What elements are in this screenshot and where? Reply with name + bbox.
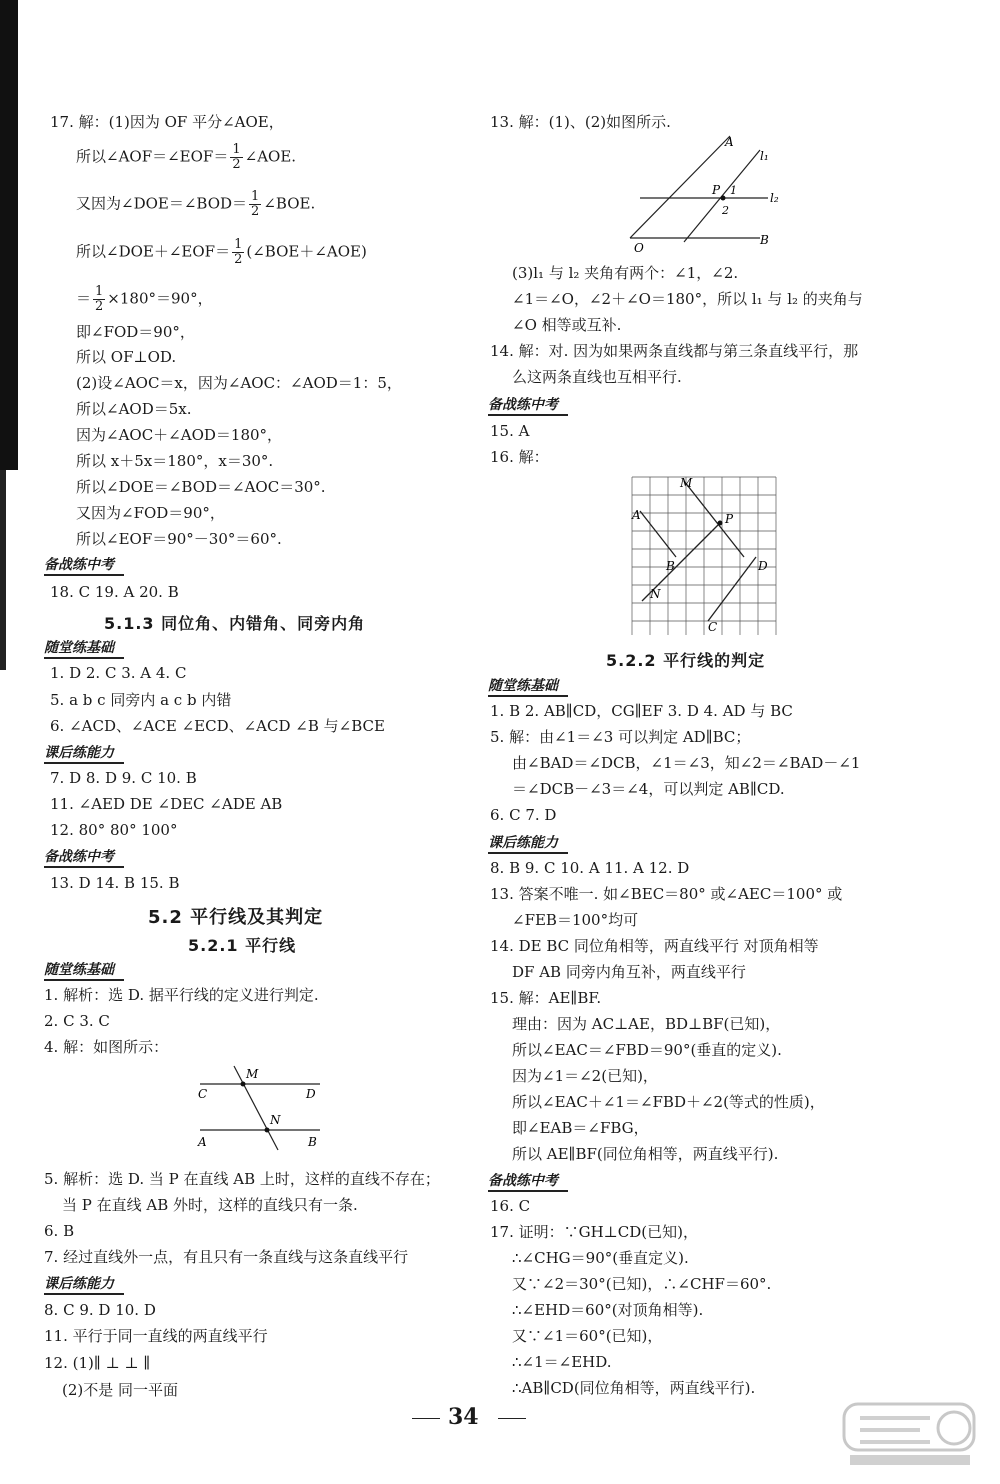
answer-line: 8. C 9. D 10. D [44, 1301, 156, 1319]
section-title: 5.2 平行线及其判定 [148, 907, 324, 928]
page-number-dash [498, 1418, 526, 1419]
section-label: 课后练能力 [44, 1275, 124, 1295]
answer-line: 因为∠1＝∠2(已知)， [512, 1067, 658, 1085]
text: (∠BOE＋∠AOE) [246, 242, 367, 261]
answer-line: 15. 解：AE∥BF. [490, 989, 602, 1007]
answer-line [76, 238, 367, 267]
fraction [93, 285, 105, 314]
fraction [249, 190, 261, 219]
angle-label: 2 [722, 204, 729, 217]
denominator: 2 [95, 299, 104, 314]
point-label: A [198, 1135, 207, 1149]
section-label: 随堂练基础 [44, 961, 124, 981]
angle-l1-l2-figure [610, 132, 790, 254]
denominator: 2 [234, 252, 243, 267]
text: 又因为∠DOE＝∠BOD＝ [76, 194, 248, 213]
answer-line: 12. (1)∥ ⊥ ⊥ ∥ [44, 1354, 151, 1372]
section-label: 课后练能力 [488, 834, 568, 854]
angle-label: 1 [730, 184, 737, 197]
section-label: 备战练中考 [44, 556, 124, 576]
answer-line: 所以∠DOE＝∠BOD＝∠AOC＝30°. [76, 478, 326, 496]
answer-line: 5. 解析：选 D. 当 P 在直线 AB 上时，这样的直线不存在； [44, 1170, 440, 1188]
numerator: 1 [95, 284, 104, 299]
section-label: 随堂练基础 [44, 639, 124, 659]
point-label: A [725, 135, 734, 149]
section-label: 随堂练基础 [488, 677, 568, 697]
point-label: D [758, 559, 768, 573]
answer-line: 6. C 7. D [490, 806, 557, 824]
section-label: 备战练中考 [44, 848, 124, 868]
answer-line: 当 P 在直线 AB 外时，这样的直线只有一条. [62, 1196, 358, 1214]
answer-line: 11. ∠AED DE ∠DEC ∠ADE AB [50, 795, 283, 813]
denominator: 2 [232, 157, 241, 172]
answer-line: 由∠BAD＝∠DCB，∠1＝∠3，知∠2＝∠BAD－∠1 [512, 754, 861, 772]
point-label: A [632, 508, 641, 522]
answer-line: 6. ∠ACD、∠ACE ∠ECD、∠ACD ∠B 与∠BCE [50, 717, 385, 735]
answer-line: 所以∠EOF＝90°－30°＝60°. [76, 530, 282, 548]
numerator: 1 [232, 142, 241, 157]
answer-line: 1. D 2. C 3. A 4. C [50, 664, 187, 682]
answer-line: ∴∠CHG＝90°(垂直定义). [512, 1249, 689, 1267]
point-label: N [650, 587, 661, 601]
answer-line: ∠O 相等或互补. [512, 316, 622, 334]
answer-line: 即∠FOD＝90°， [76, 323, 195, 341]
subsection-title: 5.2.2 平行线的判定 [606, 651, 766, 670]
answer-line: ∠FEB＝100°均可 [512, 911, 639, 929]
text: ＝ [76, 289, 92, 308]
point-label: O [634, 241, 644, 254]
answer-line: 8. B 9. C 10. A 11. A 12. D [490, 859, 690, 877]
fraction [232, 238, 244, 267]
section-label: 课后练能力 [44, 744, 124, 764]
section-label: 备战练中考 [488, 396, 568, 416]
watermark-logo [836, 1398, 986, 1478]
answer-line: 16. 解： [490, 448, 549, 466]
point-label: D [306, 1087, 316, 1101]
text: 所以∠AOF＝∠EOF＝ [76, 147, 229, 166]
answer-line: ＝∠DCB－∠3＝∠4，可以判定 AB∥CD. [512, 780, 785, 798]
answer-line: ∴AB∥CD(同位角相等，两直线平行). [512, 1379, 756, 1397]
answer-line: 7. 经过直线外一点，有且只有一条直线与这条直线平行 [44, 1248, 409, 1266]
answer-line: ∴∠EHD＝60°(对顶角相等). [512, 1301, 704, 1319]
answer-line: (2)设∠AOC＝x，因为∠AOC：∠AOD＝1：5， [76, 374, 402, 392]
answer-line [76, 285, 213, 314]
answer-line: 13. D 14. B 15. B [50, 874, 180, 892]
answer-line: 16. C [490, 1197, 531, 1215]
answer-line: 所以 AE∥BF(同位角相等，两直线平行). [512, 1145, 779, 1163]
answer-line: 14. DE BC 同位角相等，两直线平行 对顶角相等 [490, 937, 819, 955]
answer-line: 6. B [44, 1222, 75, 1240]
point-label: P [712, 183, 721, 197]
answer-line: 又因为∠FOD＝90°， [76, 504, 225, 522]
answer-line: 1. 解析：选 D. 据平行线的定义进行判定. [44, 986, 319, 1004]
text: ∠AOE. [244, 147, 297, 166]
answer-line: 15. A [490, 422, 530, 440]
text: ×180°＝90°， [107, 289, 213, 308]
answer-line: 5. 解：由∠1＝∠3 可以判定 AD∥BC； [490, 728, 751, 746]
line-label: l₁ [760, 149, 769, 163]
numerator: 1 [234, 237, 243, 252]
line-label: l₂ [770, 191, 779, 205]
grid-figure [628, 475, 784, 635]
answer-line: 么这两条直线也互相平行. [512, 368, 682, 386]
answer-line: (2)不是 同一平面 [62, 1381, 179, 1399]
answer-line: 因为∠AOC＋∠AOD＝180°， [76, 426, 283, 444]
point-label: C [708, 620, 718, 634]
point-label: B [666, 559, 675, 573]
point-label: C [198, 1087, 208, 1101]
answer-line: 13. 解：(1)、(2)如图所示. [490, 113, 671, 131]
answer-line: 所以 OF⊥OD. [76, 348, 177, 366]
section-label: 备战练中考 [488, 1172, 568, 1192]
numerator: 1 [251, 189, 260, 204]
answer-line: 5. a b c 同旁内 a c b 内错 [50, 691, 232, 709]
point-label: B [760, 233, 769, 247]
answer-line: ∴∠1＝∠EHD. [512, 1353, 612, 1371]
answer-line: 13. 答案不唯一. 如∠BEC＝80° 或∠AEC＝100° 或 [490, 885, 843, 903]
answer-line: 12. 80° 80° 100° [50, 821, 178, 839]
answer-line: 所以∠EAC＋∠1＝∠FBD＋∠2(等式的性质)， [512, 1093, 825, 1111]
fraction [230, 143, 242, 172]
answer-line: 即∠EAB＝∠FBG， [512, 1119, 649, 1137]
answer-line: 又∵∠2＝30°(已知)，∴∠CHF＝60°. [512, 1275, 772, 1293]
answer-line [76, 190, 315, 219]
answer-line: 1. B 2. AB∥CD，CG∥EF 3. D 4. AD 与 BC [490, 702, 793, 720]
answer-line: 所以∠EAC＝∠FBD＝90°(垂直的定义). [512, 1041, 782, 1059]
answer-line: (3)l₁ 与 l₂ 夹角有两个：∠1，∠2. [512, 264, 739, 282]
answer-line: 又∵∠1＝60°(已知)， [512, 1327, 663, 1345]
answer-line: 14. 解：对. 因为如果两条直线都与第三条直线平行，那 [490, 342, 859, 360]
point-label: M [680, 476, 693, 490]
answer-line: 2. C 3. C [44, 1012, 110, 1030]
grid-lines [632, 477, 776, 635]
point-label: N [270, 1113, 281, 1127]
point-label: B [308, 1135, 317, 1149]
text: 所以∠DOE＋∠EOF＝ [76, 242, 231, 261]
parallel-lines-mn-figure [190, 1062, 330, 1157]
answer-line: 4. 解：如图所示： [44, 1038, 169, 1056]
point-label: M [246, 1067, 259, 1081]
subsection-title: 5.2.1 平行线 [188, 936, 297, 955]
answer-line: ∠1＝∠O，∠2＋∠O＝180°，所以 l₁ 与 l₂ 的夹角与 [512, 290, 863, 308]
answer-line: 18. C 19. A 20. B [50, 583, 179, 601]
page-number-dash [412, 1418, 440, 1419]
answer-line: 17. 解：(1)因为 OF 平分∠AOE， [50, 113, 284, 131]
denominator: 2 [251, 204, 260, 219]
scan-shadow-edge [0, 470, 6, 670]
point-label: P [725, 512, 734, 526]
page-number: 34 [448, 1404, 479, 1430]
answer-line: 理由：因为 AC⊥AE，BD⊥BF(已知)， [512, 1015, 781, 1033]
scan-shadow-edge [0, 0, 18, 470]
answer-line: 所以 x＋5x＝180°，x＝30°. [76, 452, 274, 470]
answer-line: 7. D 8. D 9. C 10. B [50, 769, 197, 787]
answer-line: 所以∠AOD＝5x. [76, 400, 192, 418]
answer-line: 11. 平行于同一直线的两直线平行 [44, 1327, 268, 1345]
answer-line [76, 143, 296, 172]
subsection-title: 5.1.3 同位角、内错角、同旁内角 [104, 614, 366, 633]
answer-line: DF AB 同旁内角互补，两直线平行 [512, 963, 746, 981]
text: ∠BOE. [263, 194, 316, 213]
answer-line: 17. 证明：∵GH⊥CD(已知)， [490, 1223, 699, 1241]
